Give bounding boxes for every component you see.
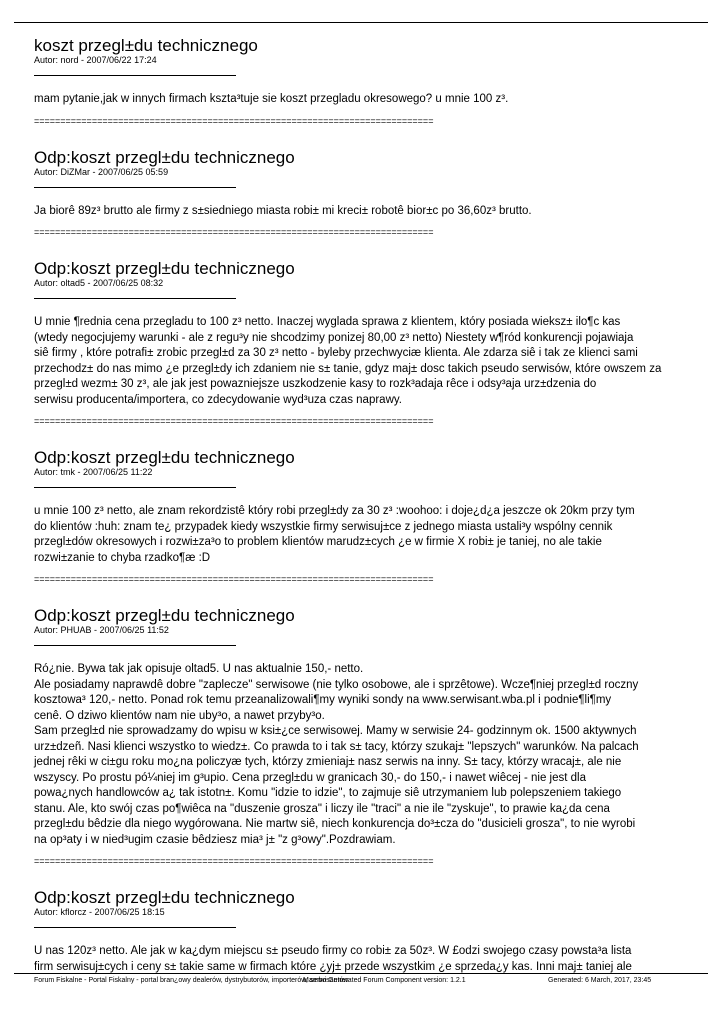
post-author: Autor: kflorcz - 2007/06/25 18:15: [34, 907, 165, 917]
post-body: mam pytanie,jak w innych firmach kszta³tuje sie koszt przegladu okresowego? u mnie 100 z³.: [34, 93, 509, 105]
post-body: U mnie ¶rednia cena przegladu to 100 z³ netto. Inaczej wyglada sprawa z klientem, który posiada wieksz± ilo¶c kas (wtedy negocjujemy warunki - ale z regu³y nie shcodzimy ponizej 80,00 z³ netto) Niestety w¶ród konkurencji pojawiaja siê firmy , które potrafi± zrobic przegl±d za 30 z³ netto - byleby przechwyciæ klienta. Ale zdarza siê i tak ze klienci sami przechodz± do nas mimo ¿e przegl±dy ich zdaniem nie s± tanie, gdyz maj± dosc takich pseudo serwisów, które owszem za przegl±d wezm± 30 z³, ale jak jest powazniejsze uszkodzenie kasy to rozk³adaja rêce i odsy³aja urz±dzenia do serwisu producenta/importera, co zdecydowanie wyd³uza czas naprawy.: [34, 316, 662, 406]
post-author: Autor: DiZMar - 2007/06/25 05:59: [34, 166, 169, 177]
post-title: Odp:koszt przegl±du technicznego: [34, 606, 295, 625]
post-title: Odp:koszt przegl±du technicznego: [34, 259, 295, 278]
footer-generated-date: Generated: 6 March, 2017, 23:45: [548, 977, 652, 984]
post-separator: ============================================================================: [34, 574, 434, 584]
forum-post: [34, 259, 706, 426]
author-rule: [34, 75, 236, 76]
post-separator: ============================================================================: [34, 416, 434, 426]
footer-rule: [14, 973, 708, 974]
post-body: Ja biorê 89z³ brutto ale firmy z s±siedniego miasta robi± mi kreci± robotê bior±c po 36,60z³ brutto.: [34, 204, 532, 217]
post-title: Odp:koszt przegl±du technicznego: [34, 888, 295, 907]
forum-post: [34, 606, 706, 866]
post-separator: ============================================================================: [34, 856, 434, 866]
forum-post: [34, 448, 706, 584]
post-author: Autor: oltad5 - 2007/06/25 08:32: [34, 278, 164, 288]
footer-component-version: Mambo Generated Forum Component version: 1.2.1: [303, 977, 466, 984]
post-author: Autor: nord - 2007/06/22 17:24: [34, 55, 157, 65]
author-rule: [34, 487, 236, 488]
author-rule: [34, 187, 236, 188]
post-separator: ============================================================================: [34, 227, 434, 237]
author-rule: [34, 298, 236, 299]
post-author: Autor: PHUAB - 2007/06/25 11:52: [34, 625, 169, 635]
forum-post: [34, 148, 706, 238]
post-body: U nas 120z³ netto. Ale jak w ka¿dym miejscu s± pseudo firmy co robi± za 50z³. W £odzi swojego czasy powsta³a lista firm serwisuj±cych i ceny s± takie same w firmach które ¿yj± przede wszystkim ¿e sprzeda¿y kas. Inni maj± taniej ale: [34, 945, 632, 973]
forum-post: [34, 888, 706, 975]
post-title: koszt przegl±du technicznego: [34, 36, 258, 55]
footer-site-name: Forum Fiskalne - Portal Fiskalny - portal bran¿owy dealerów, dystrybutorów, importerów, serwisantów: [34, 977, 349, 984]
post-author: Autor: tmk - 2007/06/25 11:22: [34, 467, 153, 477]
post-title: Odp:koszt przegl±du technicznego: [34, 448, 295, 467]
post-body: u mnie 100 z³ netto, ale znam rekordzistê który robi przegl±dy za 30 z³ :woohoo: i doje¿d¿a jeszcze ok 20km przy tym do klientów :huh: znam te¿ przypadek kiedy wszystkie firmy serwisuj±ce z jednego miasta ustali³y wspólny cennik przegl±dów okresowych i rozwi±za³o to problem klientów marudz±cych ¿e w firmie X robi± je taniej, no ale takie rozwi±zanie to chyba rzadko¶æ :D: [34, 505, 635, 564]
post-title: Odp:koszt przegl±du technicznego: [34, 147, 295, 167]
author-rule: [34, 645, 236, 646]
post-body: Ró¿nie. Bywa tak jak opisuje oltad5. U nas aktualnie 150,- netto. Ale posiadamy naprawdê dobre "zaplecze" serwisowe (nie tylko osobowe, ale i sprzêtowe). Wcze¶niej przegl±d roczny kosztowa³ 120,- netto. Ponad rok temu przeanalizowali¶my wyniki sondy na www.serwisant.wba.pl i podnie¶li¶my cenê. O dziwo klientów nam nie uby³o, a nawet przyby³o. Sam przegl±d nie sprowadzamy do wpisu w ksi±¿ce serwisowej. Mamy w serwisie 24- godzinnym ok. 1500 aktywnych urz±dzeñ. Nasi klienci wszystko to wiedz±. Co prawda to i tak s± tacy, którzy szukaj± "lepszych" warunków. Na palcach jednej rêki w ci±gu roku mo¿na policzyæ tych, którzy zmieniaj± nasz serwis na inny. S± tacy, którzy wracaj±, ale nie wszyscy. Po prostu pó¼niej im g³upio. Cena przegl±du w granicach 30,- do 150,- i nawet wiêcej - nie jest dla powa¿nych handlowców a¿ tak istotn±. Komu "idzie to idzie", to zajmuje siê utrzymaniem lub polepszeniem takiego stanu. Ale, kto swój czas po¶wiêca na "duszenie grosza" i liczy ile "traci" a nie ile "zyskuje", to prawie ka¿da cena przegl±du bêdzie dla niego wygórowana. Nie martw siê, niech konkurencja do³±cza do "dusicieli grosza", to nie wyrobi na op³aty i w nied³ugim czasie bêdziesz mia³ j± "z g³owy".Pozdrawiam.: [34, 663, 639, 846]
posts-list: [34, 35, 706, 975]
author-rule: [34, 927, 236, 928]
top-rule: [14, 22, 708, 23]
forum-post: [34, 36, 706, 126]
post-separator: ============================================================================: [34, 115, 434, 126]
